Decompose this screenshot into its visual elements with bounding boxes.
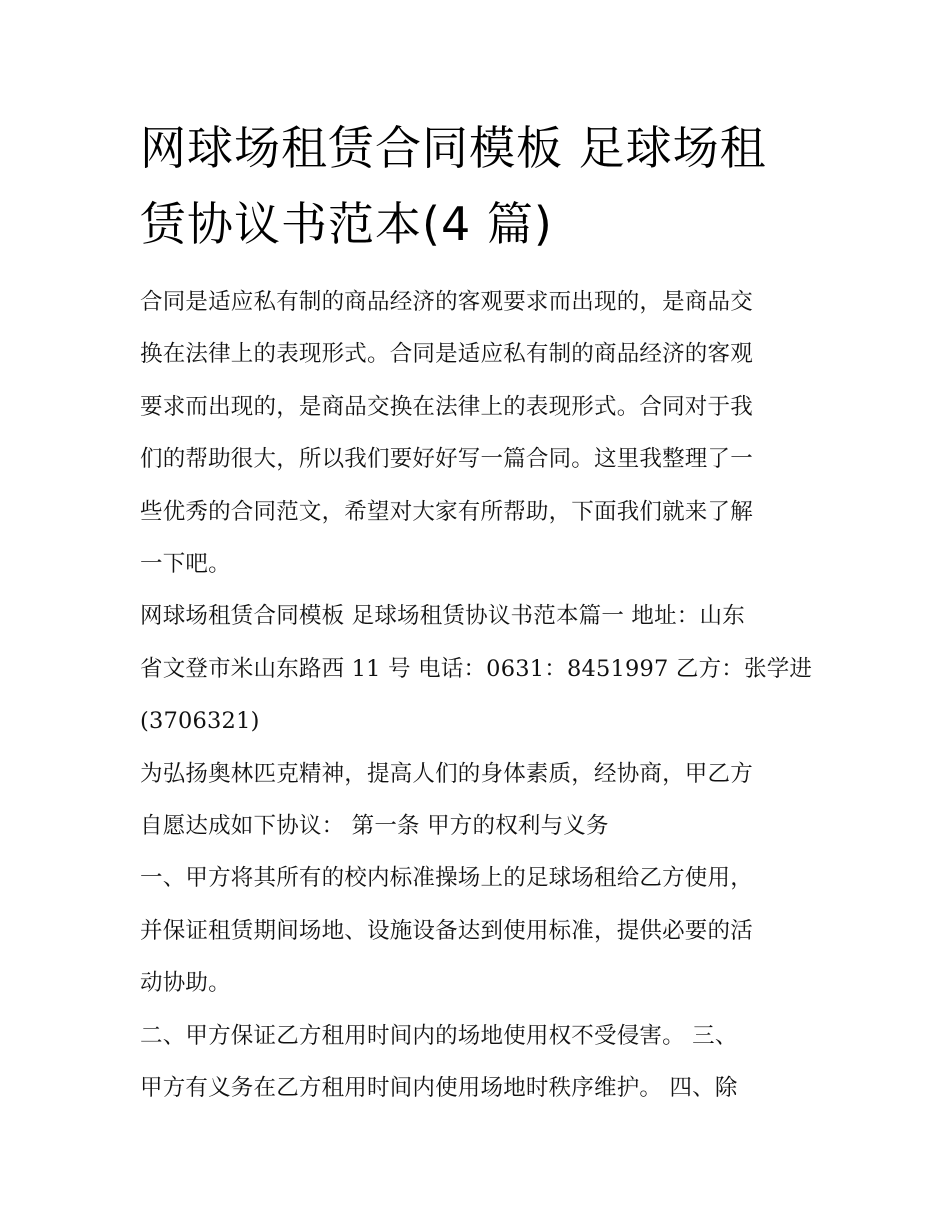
text-line: 动协助。 <box>140 970 231 997</box>
text-line: 并保证租赁期间场地、设施设备达到使用标准，提供必要的活 <box>140 917 753 944</box>
text-line: 们的帮助很大，所以我们要好好写一篇合同。这里我整理了一 <box>140 446 753 473</box>
paragraph-agreement <box>140 748 812 853</box>
text-line: 自愿达成如下协议： 第一条 甲方的权利与义务 <box>140 813 609 840</box>
text-line: 二、甲方保证乙方租用时间内的场地使用权不受侵害。 三、 <box>140 1022 738 1049</box>
paragraph-party-info <box>140 590 812 747</box>
document-body <box>140 276 812 1115</box>
text-line: 网球场租赁合同模板 足球场租赁协议书范本篇一 地址：山东 <box>140 603 745 630</box>
paragraph-clause-2-3 <box>140 1010 812 1115</box>
title-line-1: 网球场租赁合同模板 足球场租 <box>140 121 767 175</box>
text-line: 一下吧。 <box>140 551 231 578</box>
title-line-2: 赁协议书范本(4 篇) <box>140 197 553 251</box>
document-title <box>140 110 812 262</box>
paragraph-clause-1 <box>140 852 812 1009</box>
text-line: 甲方有义务在乙方租用时间内使用场地时秩序维护。 四、除 <box>140 1075 738 1102</box>
text-line: 换在法律上的表现形式。合同是适应私有制的商品经济的客观 <box>140 341 753 368</box>
text-line: 为弘扬奥林匹克精神，提高人们的身体素质，经协商，甲乙方 <box>140 760 753 787</box>
document-page <box>140 110 812 1115</box>
text-line: 合同是适应私有制的商品经济的客观要求而出现的，是商品交 <box>140 289 753 315</box>
paragraph-intro <box>140 276 812 590</box>
text-line: 些优秀的合同范文，希望对大家有所帮助，下面我们就来了解 <box>140 498 753 525</box>
text-line: 一、甲方将其所有的校内标准操场上的足球场租给乙方使用， <box>140 865 753 892</box>
text-line: 省文登市米山东路西 11 号 电话：0631：8451997 乙方：张学进 <box>140 655 813 682</box>
text-line: (3706321) <box>140 708 260 735</box>
text-line: 要求而出现的，是商品交换在法律上的表现形式。合同对于我 <box>140 393 753 420</box>
